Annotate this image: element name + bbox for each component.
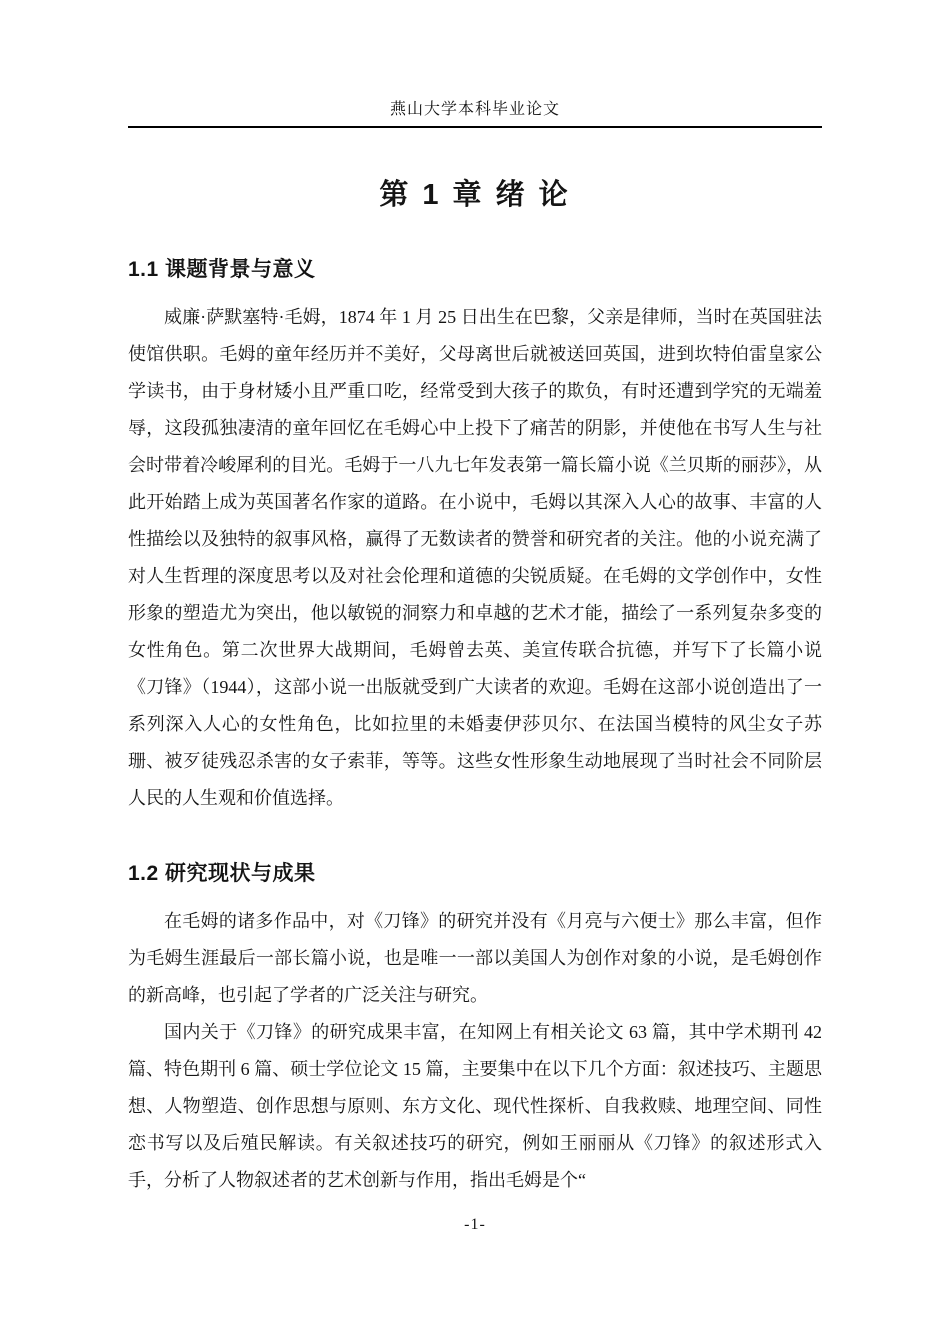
paragraph-background: 威廉·萨默塞特·毛姆，1874 年 1 月 25 日出生在巴黎，父亲是律师，当时在英国驻法使馆供职。毛姆的童年经历并不美好，父母离世后就被送回英国，进到坎特伯雷皇家公学读书，由于身材矮小且严重口吃，经常受到大孩子的欺负，有时还遭到学究的无端羞辱，这段孤独凄清的童年回忆在毛姆心中上投下了痛苦的阴影，并使他在书写人生与社会时带着冷峻犀利的目光。毛姆于一八九七年发表第一篇长篇小说《兰贝斯的丽莎》，从此开始踏上成为英国著名作家的道路。在小说中，毛姆以其深入人心的故事、丰富的人性描绘以及独特的叙事风格，赢得了无数读者的赞誉和研究者的关注。他的小说充满了对人生哲理的深度思考以及对社会伦理和道德的尖锐质疑。在毛姆的文学创作中，女性形象的塑造尤为突出，他以敏锐的洞察力和卓越的艺术才能，描绘了一系列复杂多变的女性角色。第二次世界大战期间，毛姆曾去英、美宣传联合抗德，并写下了长篇小说《刀锋》（1944），这部小说一出版就受到广大读者的欢迎。毛姆在这部小说创造出了一系列深入人心的女性角色，比如拉里的未婚妻伊莎贝尔、在法国当模特的风尘女子苏珊、被歹徒残忍杀害的女子索菲，等等。这些女性形象生动地展现了当时社会不同阶层人民的人生观和价值选择。 <box>128 307 822 808</box>
paragraph-research-overview: 在毛姆的诸多作品中，对《刀锋》的研究并没有《月亮与六便士》那么丰富，但作为毛姆生涯最后一部长篇小说，也是唯一一部以美国人为创作对象的小说，是毛姆创作的新高峰，也引起了学者的广泛关注与研究。 <box>128 911 822 1005</box>
running-header: 燕山大学本科毕业论文 <box>128 96 822 128</box>
section-heading-1-1: 1.1 课题背景与意义 <box>128 258 316 281</box>
page-number: -1- <box>464 1216 486 1233</box>
paragraph-domestic-research: 国内关于《刀锋》的研究成果丰富，在知网上有相关论文 63 篇，其中学术期刊 42 篇、特色期刊 6 篇、硕士学位论文 15 篇，主要集中在以下几个方面：叙述技巧、主题思想、人物塑造、创作思想与原则、东方文化、现代性探析、自我救赎、地理空间、同性恋书写以及后殖民解读。有关叙述技巧的研究，例如王丽丽从《刀锋》的叙述形式入手，分析了人物叙述者的艺术创新与作用，指出毛姆是个“ <box>128 1022 822 1190</box>
section-heading-1-2: 1.2 研究现状与成果 <box>128 862 316 885</box>
chapter-title: 第 1 章 绪 论 <box>379 179 571 211</box>
